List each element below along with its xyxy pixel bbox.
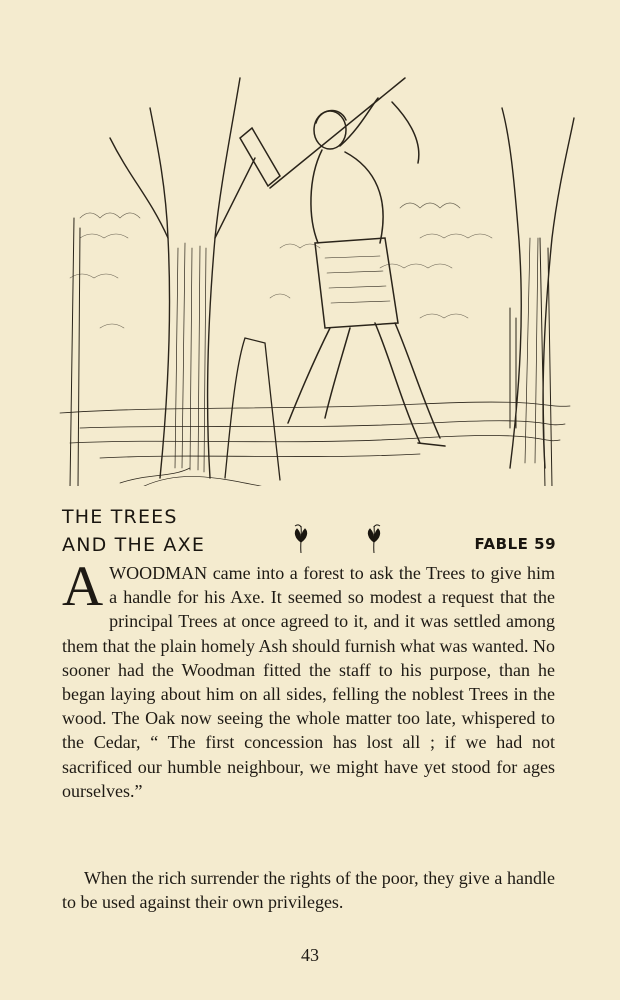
title-line-2: AND THE AXE — [62, 534, 206, 556]
leaf-sprig-ornament-icon — [291, 522, 311, 554]
drop-cap: A — [62, 555, 104, 618]
fable-number: FABLE 59 — [474, 535, 556, 553]
fable-title — [62, 503, 205, 559]
page-number: 43 — [301, 945, 319, 965]
woodman-illustration — [40, 68, 580, 486]
leaf-sprig-ornament-icon — [364, 522, 384, 554]
fable-body-text: WOODMAN came into a forest to ask the Trees to give him a handle for his Axe. It seemed so modest a request that the principal Trees at once agreed to it, and it was settled among them that the plain homely Ash should furnish what was wanted. No sooner had the Woodman fitted the staff to his purpose, than he began laying about him on all sides, felling the noblest Trees in the wood. The Oak now seeing the whole matter too late, whispered to the Cedar, “ The first concession has lost all ; if we had not sacrificed our humble neighbour, we might have yet stood for ages ourselves.” — [62, 563, 555, 801]
title-line-1: THE TREES — [62, 506, 178, 528]
fable-moral: When the rich surrender the rights of the poor, they give a handle to be used against their own privileges. — [62, 868, 555, 913]
fable-body — [62, 555, 555, 803]
